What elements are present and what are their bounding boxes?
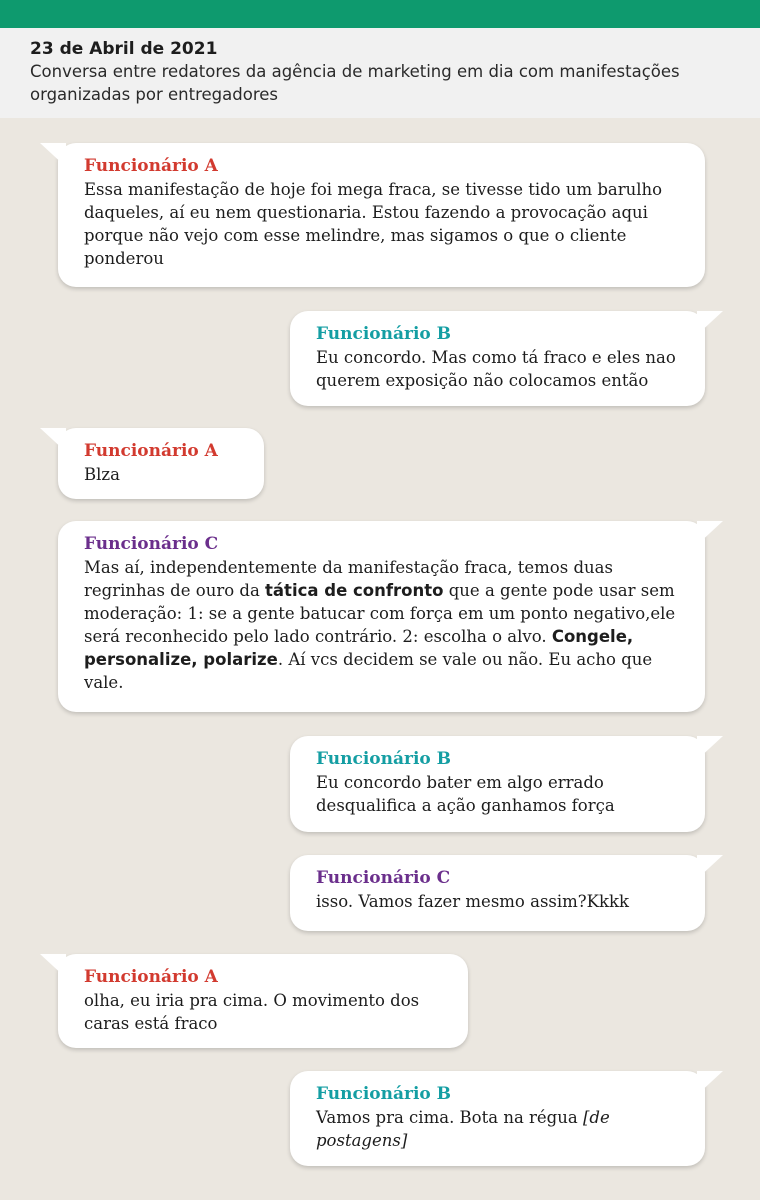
conversation-date: 23 de Abril de 2021 — [30, 39, 218, 59]
message-bubble — [290, 311, 705, 406]
message-text: Blza — [84, 465, 120, 484]
bubble-tail — [40, 954, 66, 978]
message-bold-term: Congele, personalize, polarize — [84, 627, 634, 669]
conversation-description: Conversa entre redatores da agência de marketing em dia com manifestações organizadas por entregadores — [30, 62, 680, 104]
message-bubble — [290, 736, 705, 832]
message-text — [84, 556, 687, 694]
sender-name: Funcionário A — [84, 967, 218, 987]
sender-name: Funcionário B — [316, 324, 452, 344]
message-text: Essa manifestação de hoje foi mega fraca, se tivesse tido um barulho daqueles, aí eu nem questionaria. Estou fazendo a provocação aqui porque não vejo com esse melindre, mas sigamos o que o cliente ponderou — [84, 180, 663, 268]
message-bubble — [290, 1071, 705, 1166]
bubble-tail — [697, 311, 723, 335]
sender-name: Funcionário B — [316, 1084, 452, 1104]
sender-name: Funcionário C — [316, 868, 451, 888]
sender-name: Funcionário A — [84, 156, 218, 176]
message-text-part: . Aí vcs decidem se vale ou não. Eu acho que vale. — [84, 650, 653, 692]
message-text-part: Vamos pra cima. Bota na régua — [316, 1108, 583, 1127]
message-bold-term: tática de confronto — [265, 581, 444, 600]
bubble-tail — [40, 143, 66, 167]
bubble-tail — [697, 521, 723, 545]
message-text — [316, 1106, 687, 1152]
message-bubble — [58, 954, 468, 1048]
conversation-header — [0, 28, 760, 118]
message-text: isso. Vamos fazer mesmo assim?Kkkk — [316, 892, 629, 911]
bubble-tail — [697, 1071, 723, 1095]
message-bubble — [58, 521, 705, 712]
message-text: Eu concordo. Mas como tá fraco e eles nao querem exposição não colocamos então — [316, 348, 676, 390]
message-bubble — [58, 428, 264, 499]
message-bubble — [290, 855, 705, 931]
message-text: olha, eu iria pra cima. O movimento dos caras está fraco — [84, 991, 420, 1033]
sender-name: Funcionário C — [84, 534, 219, 554]
bubble-tail — [697, 736, 723, 760]
message-text-part: Mas aí, independentemente da manifestação fraca, temos duas regrinhas de ouro da — [84, 558, 613, 600]
sender-name: Funcionário A — [84, 441, 218, 461]
sender-name: Funcionário B — [316, 749, 452, 769]
message-text-part: que a gente pode usar sem moderação: 1: se a gente batucar com força em um ponto negativo,ele será reconhecido pelo lado contrário. 2: escolha o alvo. — [84, 581, 676, 646]
message-italic-note: [de postagens] — [316, 1108, 610, 1150]
message-text: Eu concordo bater em algo errado desqualifica a ação ganhamos força — [316, 773, 615, 815]
top-accent-bar — [0, 0, 760, 28]
bubble-tail — [40, 428, 66, 452]
bubble-tail — [697, 855, 723, 879]
message-bubble — [58, 143, 705, 287]
